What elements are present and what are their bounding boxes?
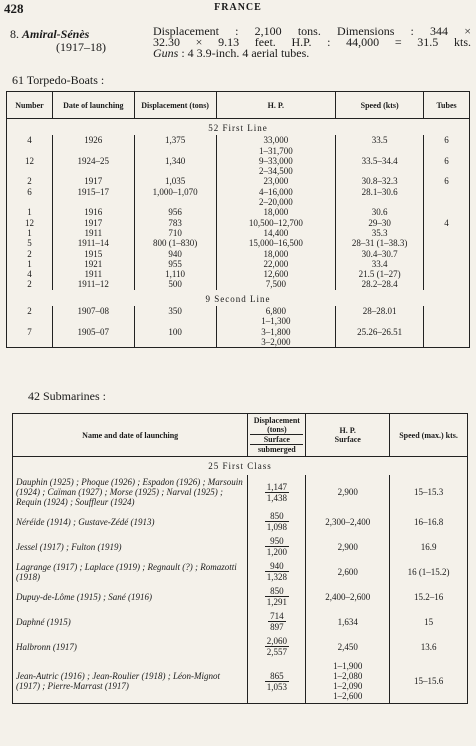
cell-date — [52, 146, 134, 156]
cell-displacement — [134, 166, 216, 176]
cell-displacement: 350 — [134, 306, 216, 316]
sub-header-speed: Speed (max.) kts. — [390, 414, 468, 457]
cell-surface: 850 — [265, 586, 289, 597]
cell-date: 1911 — [52, 269, 134, 279]
cell-hp: 2,600 — [306, 559, 390, 584]
cell-date: 1926 — [52, 135, 134, 145]
cell-speed — [336, 337, 424, 348]
ship-years: (1917–18) — [56, 40, 106, 54]
cell-speed: 16.9 — [390, 534, 468, 559]
table-row — [7, 316, 470, 326]
running-head: FRANCE — [214, 2, 262, 13]
cell-number: 1 — [27, 227, 32, 238]
cell-tubes — [424, 279, 470, 289]
table-row — [13, 584, 468, 609]
cell-hp: 2,450 — [306, 634, 390, 659]
cell-number — [7, 166, 53, 176]
cell-hp: 14,400 — [216, 228, 336, 238]
cell-submerged: 1,053 — [266, 681, 287, 692]
sub-header-hp-2: Surface — [334, 435, 361, 444]
section-subheading-row — [7, 290, 470, 306]
ship-spec-line-2: 32.30 × 9.13 feet. H.P. : 44,000 = 31.5 kts. — [153, 35, 471, 49]
cell-tubes — [424, 249, 470, 259]
displacement-fraction — [265, 636, 289, 657]
displacement-fraction — [268, 611, 286, 632]
cell-surface: 865 — [265, 671, 289, 682]
sub-header-disp-2: Surface — [250, 434, 303, 445]
cell-speed: 33.5 — [336, 135, 424, 145]
cell-displacement — [248, 475, 306, 509]
cell-displacement: 783 — [134, 218, 216, 228]
submarine-section-title: 42 Submarines : — [28, 389, 106, 403]
cell-hp: 18,000 — [216, 249, 336, 259]
cell-displacement — [248, 559, 306, 584]
cell-date: 1917 — [52, 218, 134, 228]
cell-date: 1911–14 — [52, 238, 134, 248]
sub-header-name: Name and date of launching — [13, 414, 248, 457]
cell-surface: 1,147 — [266, 481, 287, 492]
cell-number: 12 — [24, 155, 34, 166]
cell-tubes: 6 — [424, 135, 470, 145]
table-row — [7, 146, 470, 156]
displacement-fraction — [265, 511, 289, 532]
table-row — [7, 306, 470, 316]
table-row — [7, 218, 470, 228]
ship-specs — [153, 26, 471, 59]
cell-speed: 33.4 — [336, 259, 424, 269]
cell-name: Halbronn (1917) — [16, 641, 77, 652]
ship-number: 8. — [10, 27, 19, 41]
cell-tubes — [424, 146, 470, 156]
cell-number: 6 — [27, 186, 32, 197]
cell-displacement — [134, 316, 216, 326]
cell-displacement: 100 — [134, 327, 216, 337]
cell-displacement — [248, 584, 306, 609]
cell-date: 1911–12 — [52, 279, 134, 289]
cell-tubes — [424, 259, 470, 269]
displacement-fraction — [265, 561, 289, 582]
section-subheading-row — [7, 119, 470, 136]
ship-entry — [10, 28, 106, 54]
cell-hp: 1–31,700 — [216, 146, 336, 156]
cell-speed: 21.5 (1–27) — [336, 269, 424, 279]
cell-speed: 28–31 (1–38.3) — [336, 238, 424, 248]
table-row — [7, 337, 470, 348]
class-subheading-row — [13, 457, 468, 476]
cell-hp: 23,000 — [216, 176, 336, 186]
table-header-row — [7, 92, 470, 119]
cell-speed — [336, 166, 424, 176]
cell-hp: 4–16,000 — [216, 187, 336, 197]
ship-guns-label: Guns — [153, 46, 179, 60]
cell-speed: 28.2–28.4 — [336, 279, 424, 289]
cell-displacement: 1,375 — [134, 135, 216, 145]
table-row — [7, 279, 470, 289]
torpedo-table-body — [7, 119, 470, 348]
cell-submerged: 1,438 — [266, 492, 287, 503]
cell-hp: 33,000 — [216, 135, 336, 145]
cell-tubes — [424, 337, 470, 348]
cell-speed — [336, 146, 424, 156]
table-row — [13, 475, 468, 509]
cell-date — [52, 316, 134, 326]
cell-hp: 3–2,000 — [216, 337, 336, 348]
cell-displacement — [248, 609, 306, 634]
cell-submerged: 1,328 — [266, 572, 287, 582]
table-row — [7, 259, 470, 269]
cell-speed — [336, 316, 424, 326]
displacement-fraction — [265, 671, 289, 692]
cell-name: Jean-Autric (1916) ; Jean-Roulier (1918) ; Léon-Mignot (1917) ; Pierre-Marrast (1917) — [16, 671, 220, 691]
cell-hp: 7,500 — [216, 279, 336, 289]
cell-number: 2 — [27, 248, 32, 259]
cell-hp: 1–1,900 1–2,080 1–2,090 1–2,600 — [306, 659, 390, 704]
cell-hp: 15,000–16,500 — [216, 238, 336, 248]
cell-name: Néréide (1914) ; Gustave-Zédé (1913) — [16, 516, 155, 527]
sub-header-hp — [306, 414, 390, 457]
ship-spec-line-1: Displacement : 2,100 tons. Dimensions : 344 × — [153, 24, 471, 38]
cell-submerged: 1,291 — [266, 597, 287, 607]
class-subheading: 25 First Class — [208, 461, 272, 471]
table-row — [7, 187, 470, 197]
table-row — [7, 176, 470, 186]
cell-surface: 2,060 — [266, 636, 287, 646]
cell-displacement: 710 — [134, 228, 216, 238]
header-speed: Speed (kts) — [336, 92, 424, 119]
cell-hp: 1,634 — [306, 609, 390, 634]
cell-hp: 6,800 — [216, 306, 336, 316]
table-row — [13, 634, 468, 659]
cell-submerged: 2,557 — [266, 647, 287, 657]
cell-date — [52, 197, 134, 207]
sub-header-disp-3: submerged — [257, 445, 296, 454]
cell-date: 1905–07 — [52, 327, 134, 337]
header-number: Number — [7, 92, 53, 119]
cell-displacement: 1,110 — [134, 269, 216, 279]
cell-displacement: 955 — [134, 259, 216, 269]
cell-displacement: 1,035 — [134, 176, 216, 186]
cell-displacement: 800 (1–830) — [134, 238, 216, 248]
cell-submerged: 1,098 — [266, 522, 287, 532]
cell-number: 5 — [27, 238, 32, 249]
cell-displacement: 940 — [134, 249, 216, 259]
cell-name: Lagrange (1917) ; Laplace (1919) ; Regnault (?) ; Romazotti (1918) — [16, 561, 237, 582]
cell-date: 1907–08 — [52, 306, 134, 316]
sub-header-disp-1: Displacement (tons) — [253, 416, 300, 434]
cell-speed — [336, 197, 424, 207]
cell-name: Dupuy-de-Lôme (1915) ; Sané (1916) — [16, 591, 152, 602]
cell-name: Jessel (1917) ; Fulton (1919) — [16, 541, 122, 552]
section-subheading: 52 First Line — [208, 123, 268, 133]
cell-number: 2 — [27, 306, 32, 317]
cell-displacement: 1,340 — [134, 156, 216, 166]
displacement-fraction — [265, 482, 289, 503]
cell-tubes — [424, 316, 470, 326]
table-row — [13, 509, 468, 534]
cell-tubes — [424, 228, 470, 238]
cell-hp: 2–34,500 — [216, 166, 336, 176]
table-row — [7, 207, 470, 217]
cell-hp: 9–33,000 — [216, 156, 336, 166]
cell-date — [52, 337, 134, 348]
cell-number — [7, 337, 53, 348]
torpedo-section-title: 61 Torpedo-Boats : — [12, 73, 105, 87]
table-row — [13, 534, 468, 559]
cell-hp: 18,000 — [216, 207, 336, 217]
cell-speed: 15–15.6 — [390, 659, 468, 704]
cell-displacement — [134, 197, 216, 207]
sub-header-hp-1: H. P. — [339, 426, 356, 435]
cell-speed: 35.3 — [336, 228, 424, 238]
table-row — [13, 609, 468, 634]
cell-date: 1911 — [52, 228, 134, 238]
cell-date: 1924–25 — [52, 156, 134, 166]
cell-tubes — [424, 327, 470, 337]
cell-date: 1915–17 — [52, 187, 134, 197]
cell-name: Dauphin (1925) ; Phoque (1926) ; Espadon (1926) ; Marsouin (1924) ; Caïman (1927) ; Morse (1925) ; Narval (1925) ; Requin (1924) ; Souffleur (1924) — [16, 477, 243, 507]
cell-hp: 22,000 — [216, 259, 336, 269]
cell-speed: 16 (1–15.2) — [390, 559, 468, 584]
sub-header-displacement — [248, 414, 306, 457]
cell-number: 4 — [27, 135, 32, 146]
cell-hp: 3–1,800 — [216, 327, 336, 337]
cell-submerged: 897 — [270, 622, 284, 632]
header-hp: H. P. — [216, 92, 336, 119]
table-row — [7, 269, 470, 279]
cell-hp: 1–1,300 — [216, 316, 336, 326]
cell-displacement — [134, 146, 216, 156]
cell-speed: 29–30 — [336, 218, 424, 228]
cell-name: Daphné (1915) — [16, 616, 71, 627]
cell-number: 2 — [27, 279, 32, 290]
displacement-fraction — [265, 536, 289, 557]
cell-tubes — [424, 166, 470, 176]
table-row — [7, 238, 470, 248]
cell-surface: 950 — [265, 536, 289, 547]
cell-speed: 30.6 — [336, 207, 424, 217]
cell-surface: 850 — [265, 511, 289, 522]
cell-tubes — [424, 207, 470, 217]
cell-number: 2 — [27, 176, 32, 187]
submarine-table-body — [13, 457, 468, 704]
cell-hp: 2,300–2,400 — [306, 509, 390, 534]
table-row — [13, 559, 468, 584]
cell-speed: 15.2–16 — [390, 584, 468, 609]
header-tubes: Tubes — [424, 92, 470, 119]
displacement-fraction — [265, 586, 289, 607]
cell-number — [7, 146, 53, 156]
cell-hp: 10,500–12,700 — [216, 218, 336, 228]
cell-speed: 15 — [390, 609, 468, 634]
cell-date — [52, 166, 134, 176]
submarine-header-row — [13, 414, 468, 457]
torpedo-boat-table — [6, 91, 470, 348]
header-date: Date of launching — [52, 92, 134, 119]
cell-date: 1921 — [52, 259, 134, 269]
cell-speed: 25.26–26.51 — [336, 327, 424, 337]
cell-displacement: 1,000–1,070 — [134, 187, 216, 197]
cell-date: 1915 — [52, 249, 134, 259]
ship-spec-line-3: : 4 3.9-inch. 4 aerial tubes. — [181, 46, 310, 60]
cell-displacement — [248, 634, 306, 659]
cell-number: 1 — [27, 207, 32, 218]
table-row — [7, 327, 470, 337]
table-row — [7, 156, 470, 166]
cell-displacement — [248, 509, 306, 534]
cell-hp: 12,600 — [216, 269, 336, 279]
cell-speed: 30.8–32.3 — [336, 176, 424, 186]
cell-submerged: 1,200 — [266, 547, 287, 557]
cell-tubes — [424, 306, 470, 316]
table-row — [7, 228, 470, 238]
cell-number: 4 — [27, 269, 32, 280]
cell-surface: 940 — [265, 561, 289, 572]
table-row — [7, 249, 470, 259]
table-row — [7, 166, 470, 176]
cell-tubes — [424, 197, 470, 207]
cell-hp: 2–20,000 — [216, 197, 336, 207]
table-row — [7, 135, 470, 145]
cell-number: 7 — [27, 326, 32, 337]
header-displacement: Displacement (tons) — [134, 92, 216, 119]
cell-displacement: 500 — [134, 279, 216, 289]
cell-number — [7, 197, 53, 207]
cell-date: 1916 — [52, 207, 134, 217]
cell-date: 1917 — [52, 176, 134, 186]
cell-tubes: 4 — [424, 218, 470, 228]
cell-number — [7, 316, 53, 326]
cell-displacement — [134, 337, 216, 348]
cell-speed: 28.1–30.6 — [336, 187, 424, 197]
cell-number: 12 — [24, 217, 34, 228]
cell-displacement — [248, 534, 306, 559]
cell-tubes — [424, 269, 470, 279]
cell-hp: 2,900 — [306, 475, 390, 509]
cell-displacement: 956 — [134, 207, 216, 217]
section-subheading: 9 Second Line — [205, 293, 271, 304]
cell-tubes: 6 — [424, 176, 470, 186]
submarine-table — [12, 413, 468, 704]
cell-tubes — [424, 238, 470, 248]
ship-name: Amiral-Sénès — [22, 27, 90, 41]
cell-displacement — [248, 659, 306, 704]
cell-speed: 28–28.01 — [336, 306, 424, 316]
cell-hp: 2,400–2,600 — [306, 584, 390, 609]
table-row — [7, 197, 470, 207]
page-number: 428 — [4, 1, 24, 16]
cell-speed: 15–15.3 — [390, 475, 468, 509]
cell-speed: 13.6 — [390, 634, 468, 659]
cell-speed: 30.4–30.7 — [336, 249, 424, 259]
table-row — [13, 659, 468, 704]
cell-hp: 2,900 — [306, 534, 390, 559]
cell-speed: 16–16.8 — [390, 509, 468, 534]
cell-surface: 714 — [270, 611, 284, 621]
cell-tubes: 6 — [424, 156, 470, 166]
cell-number: 1 — [27, 258, 32, 269]
cell-speed: 33.5–34.4 — [336, 156, 424, 166]
cell-tubes — [424, 187, 470, 197]
